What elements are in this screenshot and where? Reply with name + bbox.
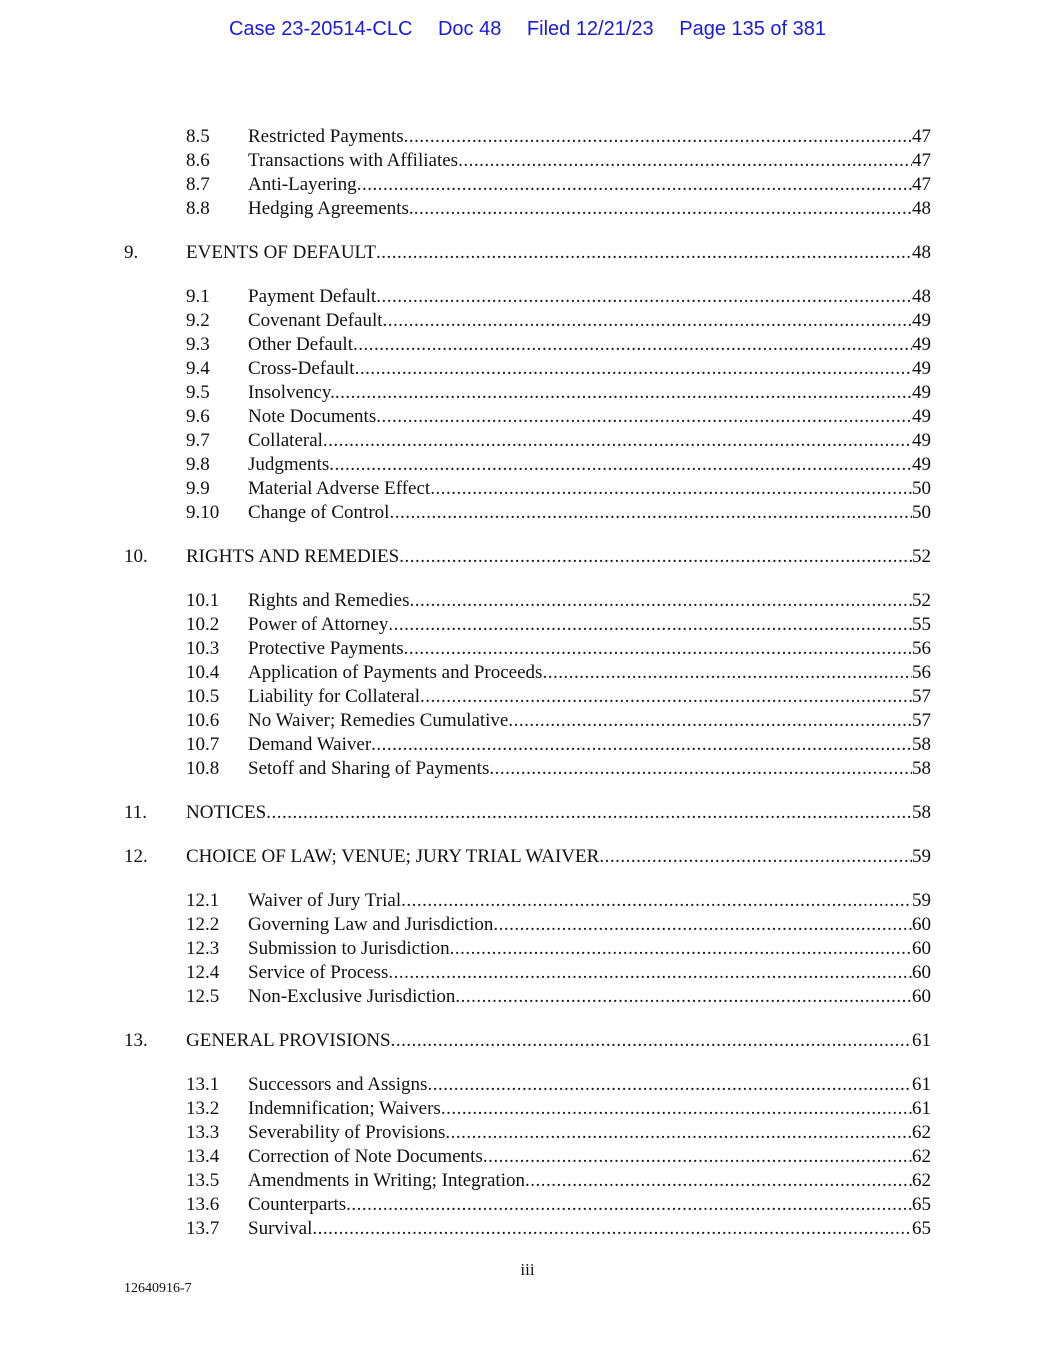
toc-entry-title: Setoff and Sharing of Payments <box>248 758 490 779</box>
toc-entry <box>0 1073 1055 1097</box>
dot-leader <box>323 429 912 453</box>
toc-entry <box>0 1121 1055 1145</box>
toc-entry <box>0 889 1055 913</box>
toc-entry-line <box>248 1217 931 1241</box>
toc-entry-number: 9.8 <box>186 454 210 475</box>
dot-leader <box>353 333 912 357</box>
toc-entry-title: Anti-Layering <box>248 174 357 195</box>
toc-entry <box>0 1217 1055 1241</box>
toc-entry <box>0 173 1055 197</box>
toc-entry-title: Material Adverse Effect <box>248 478 431 499</box>
toc-entry-page: 58 <box>912 734 931 755</box>
dot-leader <box>389 501 912 525</box>
toc-entry-page: 60 <box>912 962 931 983</box>
toc-entry-line <box>248 381 931 405</box>
toc-entry-page: 48 <box>912 286 931 307</box>
toc-entry-number: 9.7 <box>186 430 210 451</box>
toc-entry-number: 13.4 <box>186 1146 220 1167</box>
dot-leader <box>376 241 912 265</box>
toc-entry-title: Restricted Payments <box>248 126 404 147</box>
dot-leader <box>508 709 912 733</box>
dot-leader <box>409 589 912 613</box>
toc-entry-number: 12.3 <box>186 938 220 959</box>
toc-entry-line <box>186 545 931 569</box>
toc-entry-number: 10.1 <box>186 590 220 611</box>
dot-leader <box>357 173 912 197</box>
toc-entry-number: 12.1 <box>186 890 220 911</box>
toc-entry-number: 13.7 <box>186 1218 220 1239</box>
toc-entry-title: No Waiver; Remedies Cumulative <box>248 710 509 731</box>
toc-entry-line <box>248 637 931 661</box>
toc-entry-page: 49 <box>912 382 931 403</box>
toc-entry-number: 8.5 <box>186 126 210 147</box>
dot-leader <box>329 453 912 477</box>
toc-entry-number: 10.2 <box>186 614 220 635</box>
toc-entry-page: 65 <box>912 1218 931 1239</box>
dot-leader <box>376 405 912 429</box>
toc-entry-number: 9.1 <box>186 286 210 307</box>
toc-entry-number: 12.5 <box>186 986 220 1007</box>
toc-entry-line <box>248 1193 931 1217</box>
toc-entry <box>0 1169 1055 1193</box>
toc-entry-page: 49 <box>912 358 931 379</box>
toc-entry-page: 61 <box>912 1074 931 1095</box>
toc-section-entry <box>0 241 1055 265</box>
toc-entry-title: Successors and Assigns <box>248 1074 428 1095</box>
toc-entry-title: NOTICES <box>186 802 267 823</box>
toc-entry <box>0 913 1055 937</box>
toc-entry-page: 56 <box>912 638 931 659</box>
toc-entry <box>0 937 1055 961</box>
toc-entry-page: 62 <box>912 1146 931 1167</box>
toc-entry-title: Severability of Provisions <box>248 1122 446 1143</box>
toc-entry-line <box>248 1073 931 1097</box>
toc-entry-number: 8.8 <box>186 198 210 219</box>
toc-entry <box>0 637 1055 661</box>
toc-entry-number: 8.6 <box>186 150 210 171</box>
toc-entry-page: 55 <box>912 614 931 635</box>
toc-entry-title: Amendments in Writing; Integration <box>248 1170 525 1191</box>
toc-entry-title: Payment Default <box>248 286 377 307</box>
toc-entry <box>0 985 1055 1009</box>
toc-entry-title: Application of Payments and Proceeds <box>248 662 543 683</box>
dot-leader <box>450 937 912 961</box>
toc-entry-number: 11. <box>124 802 148 823</box>
toc-entry-title: Demand Waiver <box>248 734 372 755</box>
toc-section-entry <box>0 845 1055 869</box>
toc-entry-page: 57 <box>912 710 931 731</box>
toc-entry-line <box>248 453 931 477</box>
dot-leader <box>404 125 912 149</box>
toc-entry-line <box>248 589 931 613</box>
dot-leader <box>483 1145 912 1169</box>
toc-entry <box>0 709 1055 733</box>
toc-entry-number: 13. <box>124 1030 148 1051</box>
toc-entry-title: Transactions with Affiliates <box>248 150 459 171</box>
toc-entry-page: 60 <box>912 938 931 959</box>
dot-leader <box>427 1073 912 1097</box>
toc-entry-title: EVENTS OF DEFAULT <box>186 242 377 263</box>
toc-entry <box>0 405 1055 429</box>
dot-leader <box>441 1097 912 1121</box>
toc-entry-line <box>248 173 931 197</box>
toc-entry-page: 48 <box>912 242 931 263</box>
toc-entry <box>0 309 1055 333</box>
toc-entry <box>0 1145 1055 1169</box>
toc-section-entry <box>0 545 1055 569</box>
toc-entry-page: 56 <box>912 662 931 683</box>
page-indicator: Page 135 of 381 <box>679 18 827 40</box>
toc-entry-number: 13.1 <box>186 1074 220 1095</box>
toc-entry-title: Note Documents <box>248 406 377 427</box>
dot-leader <box>489 757 912 781</box>
toc-entry-number: 9.6 <box>186 406 210 427</box>
dot-leader <box>430 477 912 501</box>
dot-leader <box>383 309 912 333</box>
dot-leader <box>346 1193 912 1217</box>
dot-leader <box>525 1169 912 1193</box>
toc-entry-line <box>248 961 931 985</box>
dot-leader <box>401 889 912 913</box>
toc-entry-title: RIGHTS AND REMEDIES <box>186 546 400 567</box>
toc-entry-number: 13.3 <box>186 1122 220 1143</box>
toc-entry-title: Survival <box>248 1218 313 1239</box>
toc-entry-line <box>248 661 931 685</box>
toc-entry-number: 10.4 <box>186 662 220 683</box>
toc-entry-line <box>248 429 931 453</box>
toc-entry-page: 49 <box>912 310 931 331</box>
table-of-contents <box>0 125 1055 1241</box>
dot-leader <box>458 149 912 173</box>
toc-entry-line <box>248 913 931 937</box>
dot-leader <box>542 661 912 685</box>
toc-entry-page: 60 <box>912 914 931 935</box>
dot-leader <box>493 913 912 937</box>
toc-entry-page: 50 <box>912 502 931 523</box>
toc-entry-page: 57 <box>912 686 931 707</box>
toc-entry-line <box>248 733 931 757</box>
toc-entry-line <box>248 1145 931 1169</box>
toc-entry <box>0 429 1055 453</box>
dot-leader <box>376 285 912 309</box>
toc-entry-number: 9.9 <box>186 478 210 499</box>
toc-entry-line <box>248 309 931 333</box>
toc-entry-line <box>248 685 931 709</box>
toc-entry-number: 9.10 <box>186 502 220 523</box>
dot-leader <box>414 197 912 221</box>
toc-entry-page: 61 <box>912 1098 931 1119</box>
toc-entry <box>0 125 1055 149</box>
toc-entry-line <box>186 845 931 869</box>
toc-entry-title: Waiver of Jury Trial <box>248 890 402 911</box>
dot-leader <box>312 1217 912 1241</box>
toc-entry-line <box>186 801 931 825</box>
toc-section-entry <box>0 801 1055 825</box>
toc-entry-line <box>248 405 931 429</box>
toc-entry-title: Power of Attorney <box>248 614 389 635</box>
toc-entry-page: 62 <box>912 1122 931 1143</box>
toc-entry-page: 50 <box>912 478 931 499</box>
dot-leader <box>266 801 912 825</box>
doc-number: Doc 48 <box>437 18 502 40</box>
dot-leader <box>335 381 912 405</box>
toc-entry-title: Change of Control <box>248 502 390 523</box>
toc-entry <box>0 685 1055 709</box>
toc-entry-line <box>248 985 931 1009</box>
toc-entry <box>0 757 1055 781</box>
toc-entry-line <box>186 1029 931 1053</box>
toc-entry-line <box>248 477 931 501</box>
toc-entry <box>0 1097 1055 1121</box>
toc-entry-number: 13.5 <box>186 1170 220 1191</box>
toc-entry <box>0 501 1055 525</box>
toc-entry-page: 49 <box>912 430 931 451</box>
page-number: iii <box>520 1260 535 1279</box>
toc-entry <box>0 333 1055 357</box>
court-filing-header <box>0 18 1055 41</box>
toc-entry-page: 62 <box>912 1170 931 1191</box>
toc-entry-number: 12.2 <box>186 914 220 935</box>
toc-entry-page: 48 <box>912 198 931 219</box>
toc-entry-line <box>248 709 931 733</box>
toc-entry-line <box>248 357 931 381</box>
toc-entry-page: 52 <box>912 546 931 567</box>
toc-entry-line <box>248 125 931 149</box>
toc-entry-number: 13.6 <box>186 1194 220 1215</box>
toc-entry-line <box>248 1097 931 1121</box>
toc-entry <box>0 661 1055 685</box>
dot-leader <box>391 1029 912 1053</box>
dot-leader <box>388 961 912 985</box>
toc-entry-number: 9. <box>124 242 139 263</box>
toc-entry-page: 47 <box>912 126 931 147</box>
toc-entry-number: 12. <box>124 846 148 867</box>
toc-entry-title: CHOICE OF LAW; VENUE; JURY TRIAL WAIVER <box>186 846 600 867</box>
toc-section-entry <box>0 1029 1055 1053</box>
toc-entry-title: Non-Exclusive Jurisdiction <box>248 986 456 1007</box>
toc-entry-title: Covenant Default <box>248 310 383 331</box>
toc-entry-title: Submission to Jurisdiction <box>248 938 450 959</box>
toc-entry-number: 10. <box>124 546 148 567</box>
toc-entry-line <box>248 937 931 961</box>
toc-entry-page: 49 <box>912 454 931 475</box>
toc-entry <box>0 613 1055 637</box>
toc-entry-page: 61 <box>912 1030 931 1051</box>
toc-entry <box>0 381 1055 405</box>
dot-leader <box>599 845 912 869</box>
toc-entry-title: Cross-Default <box>248 358 355 379</box>
dot-leader <box>355 357 912 381</box>
toc-entry-line <box>248 613 931 637</box>
filed-date: Filed 12/21/23 <box>526 18 654 40</box>
toc-entry <box>0 197 1055 221</box>
toc-entry-title: Judgments <box>248 454 330 475</box>
toc-entry-page: 58 <box>912 802 931 823</box>
toc-entry-title: Counterparts <box>248 1194 347 1215</box>
toc-entry-number: 10.7 <box>186 734 220 755</box>
dot-leader <box>371 733 912 757</box>
case-number: Case 23-20514-CLC <box>228 18 413 40</box>
toc-entry-line <box>248 889 931 913</box>
toc-entry-title: Liability for Collateral <box>248 686 421 707</box>
toc-entry-number: 10.8 <box>186 758 220 779</box>
toc-entry-number: 10.3 <box>186 638 220 659</box>
toc-entry <box>0 1193 1055 1217</box>
toc-entry-line <box>248 285 931 309</box>
toc-entry-title: Indemnification; Waivers <box>248 1098 441 1119</box>
toc-entry-page: 58 <box>912 758 931 779</box>
dot-leader <box>455 985 912 1009</box>
toc-entry-title: Rights and Remedies <box>248 590 410 611</box>
toc-entry-number: 9.2 <box>186 310 210 331</box>
toc-entry-number: 9.3 <box>186 334 210 355</box>
dot-leader <box>445 1121 912 1145</box>
toc-entry-line <box>248 1169 931 1193</box>
dot-leader <box>399 545 912 569</box>
toc-entry-title: Other Default <box>248 334 353 355</box>
toc-entry <box>0 453 1055 477</box>
toc-entry-title: Correction of Note Documents <box>248 1146 483 1167</box>
dot-leader <box>420 685 912 709</box>
toc-entry-page: 60 <box>912 986 931 1007</box>
toc-entry-title: Hedging Agreements. <box>248 198 414 219</box>
toc-entry-title: Insolvency. <box>248 382 335 403</box>
toc-entry-title: Governing Law and Jurisdiction <box>248 914 494 935</box>
toc-entry-page: 49 <box>912 334 931 355</box>
toc-entry-line <box>248 1121 931 1145</box>
toc-entry-number: 12.4 <box>186 962 220 983</box>
toc-entry-number: 8.7 <box>186 174 210 195</box>
toc-entry-title: Service of Process <box>248 962 389 983</box>
toc-entry-line <box>248 757 931 781</box>
toc-entry-line <box>248 333 931 357</box>
toc-entry-line <box>248 501 931 525</box>
toc-entry-number: 9.5 <box>186 382 210 403</box>
toc-entry <box>0 477 1055 501</box>
toc-entry-page: 47 <box>912 150 931 171</box>
toc-entry-title: Protective Payments <box>248 638 404 659</box>
toc-entry-line <box>248 149 931 173</box>
dot-leader <box>388 613 912 637</box>
toc-entry-page: 52 <box>912 590 931 611</box>
toc-entry <box>0 733 1055 757</box>
toc-entry-number: 9.4 <box>186 358 210 379</box>
toc-entry-page: 65 <box>912 1194 931 1215</box>
toc-entry-title: GENERAL PROVISIONS <box>186 1030 391 1051</box>
toc-entry <box>0 357 1055 381</box>
toc-entry-page: 59 <box>912 890 931 911</box>
document-id: 12640916-7 <box>124 1281 192 1296</box>
toc-entry-line <box>186 241 931 265</box>
toc-entry-number: 10.6 <box>186 710 220 731</box>
toc-entry-number: 13.2 <box>186 1098 220 1119</box>
toc-entry <box>0 285 1055 309</box>
toc-entry-title: Collateral <box>248 430 323 451</box>
toc-entry <box>0 961 1055 985</box>
toc-entry-number: 10.5 <box>186 686 220 707</box>
toc-entry-page: 49 <box>912 406 931 427</box>
toc-entry-line <box>248 197 931 221</box>
toc-entry-page: 47 <box>912 174 931 195</box>
dot-leader <box>404 637 912 661</box>
toc-entry <box>0 589 1055 613</box>
toc-entry-page: 59 <box>912 846 931 867</box>
toc-entry <box>0 149 1055 173</box>
